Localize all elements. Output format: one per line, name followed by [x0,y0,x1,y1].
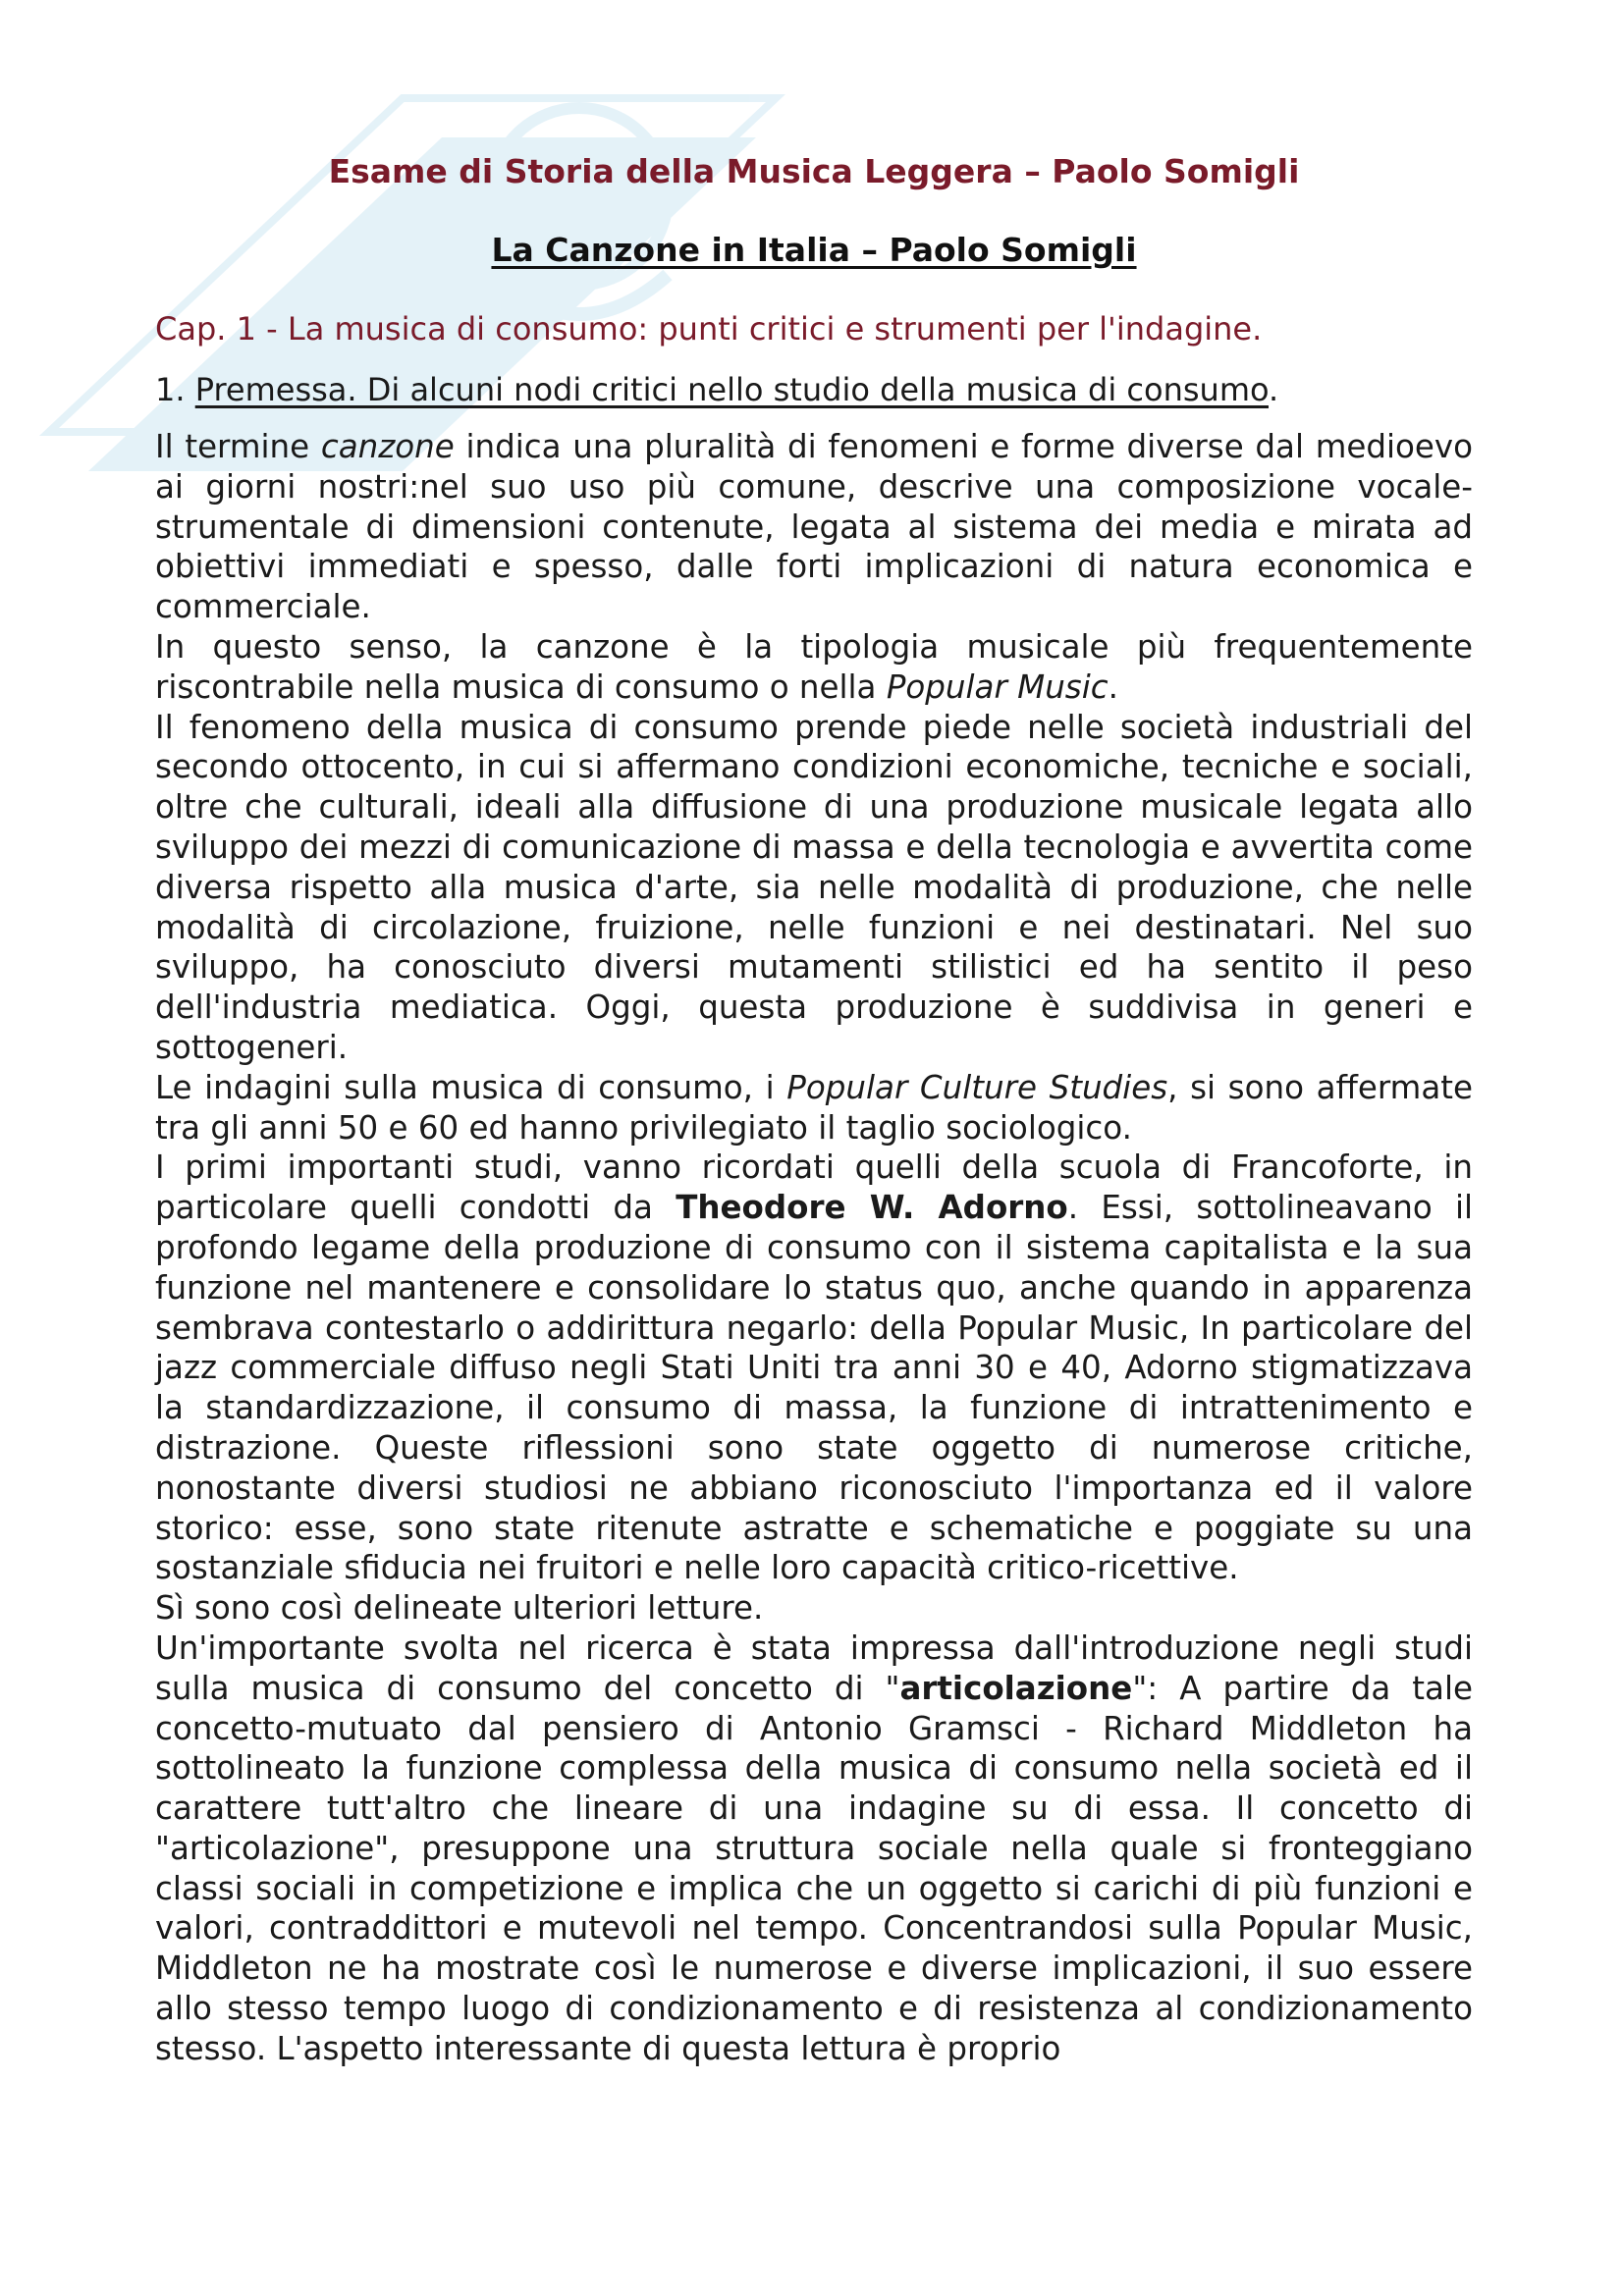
paragraph-4 [155,1068,1473,1148]
paragraph-7 [155,1629,1473,2069]
exam-title: Esame di Storia della Musica Leggera – Paolo Somigli [328,152,1300,190]
paragraph-5-text-a: I primi importanti studi, vanno ricordati quelli della scuola di Francoforte, in particolare quelli condotti da [155,1148,1473,1227]
document-page [155,147,1473,2069]
paragraph-2-text-a: In questo senso, la canzone è la tipologia musicale più frequentemente riscontrabile nella musica di consumo o nella [155,627,1473,706]
paragraph-4-text-a: Le indagini sulla musica di consumo, i [155,1068,787,1106]
paragraph-1 [155,427,1473,627]
paragraph-5 [155,1148,1473,1588]
body-text [155,427,1473,2069]
section-title: Premessa. Di alcuni nodi critici nello studio della musica di consumo [194,371,1269,408]
section-heading [155,370,1473,409]
name-adorno: Theodore W. Adorno [676,1189,1068,1227]
paragraph-1-text-b: indica una pluralità di fenomeni e forme diverse dal medioevo ai giorni nostri:nel suo uso più comune, descrive una composizione vocale-strumentale di dimensioni contenute, legata al sistema dei media e mirata ad obiettivi immediati e spesso, dalle forti implicazioni di natura economica e commerciale. [155,428,1474,626]
paragraph-5-text-b: . Essi, sottolineavano il profondo legame della produzione di consumo con il sistema capitalista e la sua funzione nel mantenere e consolidare lo status quo, anche quando in apparenza sembrava contestarlo o addirittura negarlo: della Popular Music, In particolare del jazz commerciale diffuso negli Stati Uniti tra anni 30 e 40, Adorno stigmatizzava la standardizzazione, il consumo di massa, la funzione di intrattenimento e distrazione. Queste riflessioni sono state oggetto di numerose critiche, nonostante diversi studiosi ne abbiano riconosciuto l'importanza ed il valore storico: esse, sono state ritenute astratte e schematiche e poggiate su una sostanziale sfiducia nei fruitori e nelle loro capacità critico-ricettive. [155,1189,1474,1587]
paragraph-7-text-b: ": A partire da tale concetto-mutuato dal pensiero di Antonio Gramsci - Richard Middleton ha sottolineato la funzione complessa della musica di consumo nella società ed il carattere tutt'altro che lineare di una indagine su di essa. Il concetto di "articolazione", presuppone una struttura sociale nella quale si fronteggiano classi sociali in competizione e implica che un oggetto si carichi di più funzioni e valori, contraddittori e mutevoli nel tempo. Concentrandosi sulla Popular Music, Middleton ne ha mostrate così le numerose e diverse implicazioni, il suo essere allo stesso tempo luogo di condizionamento e di resistenza al condizionamento stesso. L'aspetto interessante di questa lettura è proprio [155,1669,1473,2067]
paragraph-1-text-a: Il termine [155,428,321,465]
paragraph-2-text-b: . [1108,667,1118,706]
paragraph-3: Il fenomeno della musica di consumo prende piede nelle società industriali del secondo ottocento, in cui si affermano condizioni economiche, tecniche e sociali, oltre che culturali, ideali alla diffusione di una produzione musicale legata allo sviluppo dei mezzi di comunicazione di massa e della tecnologia e avvertita come diversa rispetto alla musica d'arte, sia nelle modalità di produzione, che nelle modalità di circolazione, fruizione, nelle funzioni e nei destinatari. Nel suo sviluppo, ha conosciuto diversi mutamenti stilistici ed ha sentito il peso dell'industria mediatica. Oggi, questa produzione è suddivisa in generi e sottogeneri. [155,708,1473,1066]
book-title-text: La Canzone in Italia – Paolo Somigli [491,231,1137,269]
term-canzone: canzone [320,428,455,465]
paragraph-7-text-a: Un'importante svolta nel ricerca è stata impressa dall'introduzione negli studi sulla musica di consumo del concetto di " [155,1629,1473,1707]
paragraph-2 [155,627,1473,708]
chapter-heading: Cap. 1 - La musica di consumo: punti critici e strumenti per l'indagine. [155,310,1263,347]
section-number: 1. [155,371,186,408]
paragraph-4-text-b: , si sono affermate tra gli anni 50 e 60 ed hanno privilegiato il taglio sociologico. [155,1068,1473,1147]
term-popular-culture-studies: Popular Culture Studies [786,1068,1168,1106]
term-articolazione: articolazione [899,1669,1133,1707]
section-period: . [1269,371,1279,408]
term-popular-music: Popular Music [886,667,1109,706]
paragraph-6: Sì sono così delineate ulteriori letture. [155,1589,764,1628]
book-title [155,231,1473,270]
